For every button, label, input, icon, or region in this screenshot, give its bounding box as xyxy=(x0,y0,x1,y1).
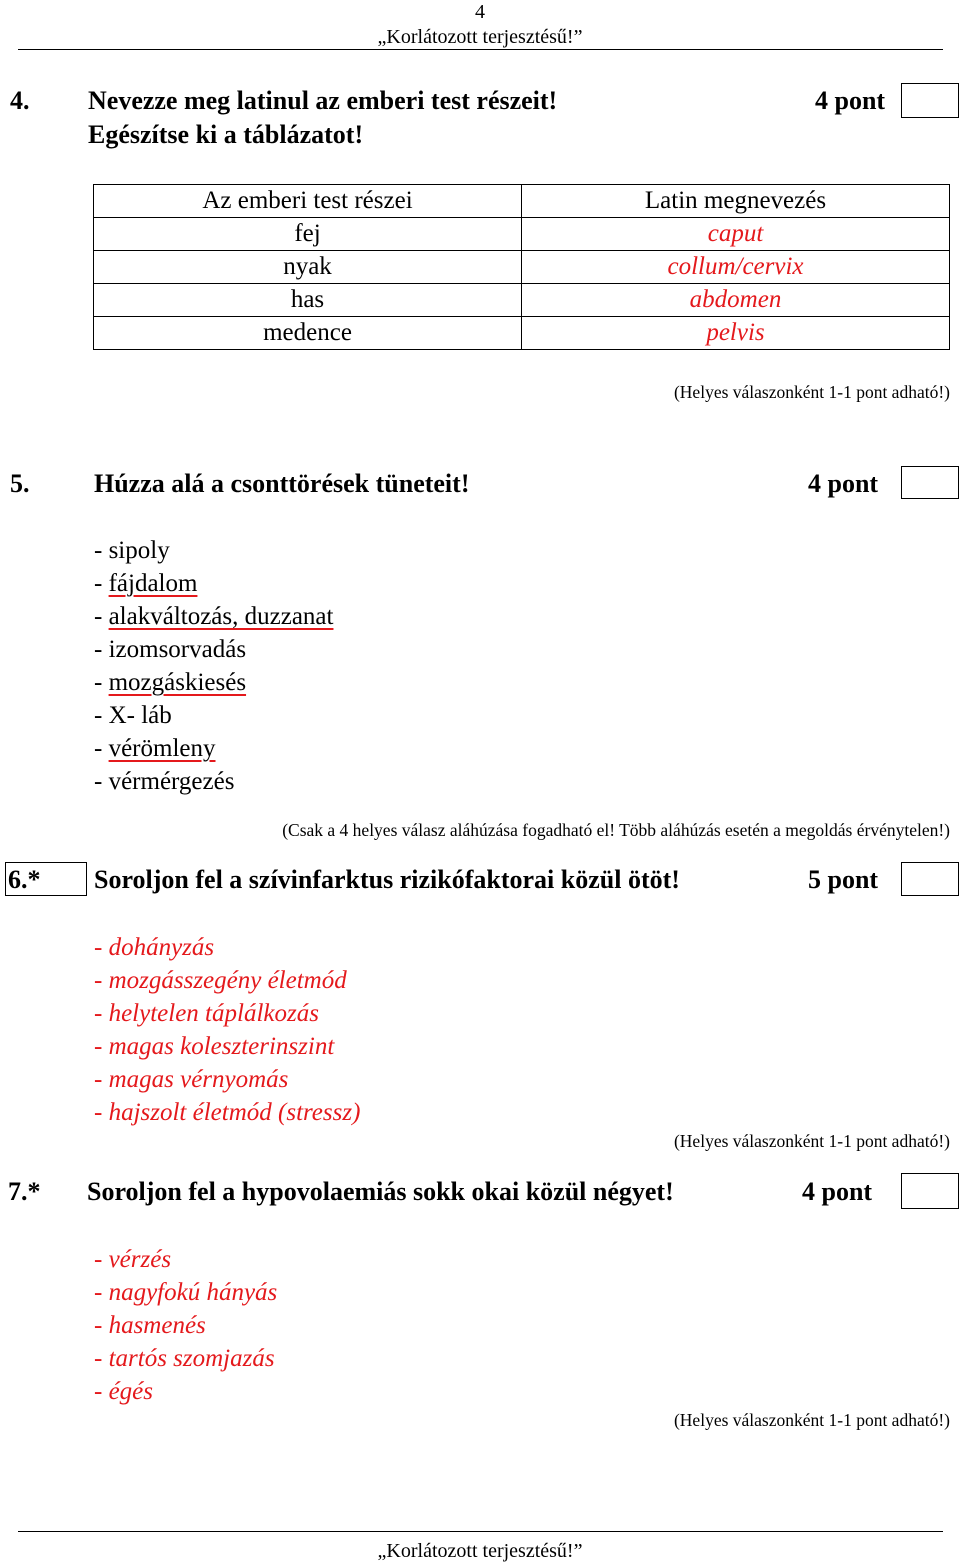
table-header-row xyxy=(94,185,950,218)
q5-score-box[interactable] xyxy=(901,466,959,499)
footer-divider xyxy=(18,1531,943,1532)
answer-line: - nagyfokú hányás xyxy=(94,1279,278,1306)
table-header-cell: Latin megnevezés xyxy=(522,185,950,218)
underlined-answer: mozgáskiesés xyxy=(108,669,247,696)
q5-points: 4 pont xyxy=(808,469,879,498)
q4-scoring-note: (Helyes válaszonként 1-1 pont adható!) xyxy=(673,382,950,402)
q6-title: Soroljon fel a szívinfarktus rizikófaktorai közül ötöt! xyxy=(94,865,680,894)
list-item[interactable]: - fájdalom xyxy=(94,570,198,597)
answer-line: - tartós szomjazás xyxy=(94,1345,275,1372)
q6-number: 6.* xyxy=(8,865,41,894)
table-cell-latin: abdomen xyxy=(522,284,950,317)
q5-scoring-note: (Csak a 4 helyes válasz aláhúzása fogadható el! Több aláhúzás esetén a megoldás érvénytelen!) xyxy=(282,820,950,840)
answer-line: - égés xyxy=(94,1378,153,1405)
item-text: sipoly xyxy=(108,537,170,564)
body-parts-table xyxy=(93,184,950,350)
q7-scoring-note: (Helyes válaszonként 1-1 pont adható!) xyxy=(673,1410,950,1430)
table-row xyxy=(94,284,950,317)
q7-points: 4 pont xyxy=(802,1177,873,1206)
table-row xyxy=(94,218,950,251)
q6-scoring-note: (Helyes válaszonként 1-1 pont adható!) xyxy=(673,1131,950,1151)
q7-score-box[interactable] xyxy=(901,1173,959,1209)
answer-line: - hasmenés xyxy=(94,1312,206,1339)
list-item[interactable]: - vérmérgezés xyxy=(94,768,235,795)
answer-line: - mozgásszegény életmód xyxy=(94,967,347,994)
header-divider xyxy=(18,49,943,50)
q7-number: 7.* xyxy=(8,1177,41,1206)
item-text: X- láb xyxy=(108,702,172,729)
list-item[interactable]: - vérömleny xyxy=(94,735,216,762)
item-text: vérmérgezés xyxy=(108,768,235,795)
item-text: izomsorvadás xyxy=(108,636,247,663)
table-cell-latin: caput xyxy=(522,218,950,251)
q4-number: 4. xyxy=(10,86,30,115)
restriction-footer: „Korlátozott terjesztésű!” xyxy=(377,1540,583,1562)
answer-line: - helytelen táplálkozás xyxy=(94,1000,319,1027)
table-row xyxy=(94,251,950,284)
list-item[interactable]: - mozgáskiesés xyxy=(94,669,247,696)
answer-line: - hajszolt életmód (stressz) xyxy=(94,1099,361,1126)
list-item[interactable]: - X- láb xyxy=(94,702,172,729)
q4-title: Nevezze meg latinul az emberi test részeit! xyxy=(88,86,558,115)
q4-subtitle: Egészítse ki a táblázatot! xyxy=(88,120,364,149)
page-number: 4 xyxy=(475,1,485,23)
table-cell-hungarian: fej xyxy=(94,218,522,251)
q4-points: 4 pont xyxy=(815,86,886,115)
q4-score-box[interactable] xyxy=(901,83,959,118)
list-item[interactable]: - alakváltozás, duzzanat xyxy=(94,603,334,630)
q6-score-box[interactable] xyxy=(901,862,959,896)
answer-line: - vérzés xyxy=(94,1246,172,1273)
table-cell-hungarian: medence xyxy=(94,317,522,350)
table-cell-latin: pelvis xyxy=(522,317,950,350)
restriction-header: „Korlátozott terjesztésű!” xyxy=(377,26,583,48)
table-header-cell: Az emberi test részei xyxy=(94,185,522,218)
q5-number: 5. xyxy=(10,469,30,498)
q5-title: Húzza alá a csonttörések tüneteit! xyxy=(94,469,470,498)
q6-points: 5 pont xyxy=(808,865,879,894)
q7-title: Soroljon fel a hypovolaemiás sokk okai közül négyet! xyxy=(87,1177,674,1206)
underlined-answer: fájdalom xyxy=(108,570,198,597)
answer-line: - magas koleszterinszint xyxy=(94,1033,335,1060)
answer-line: - dohányzás xyxy=(94,934,215,961)
answer-line: - magas vérnyomás xyxy=(94,1066,289,1093)
underlined-answer: alakváltozás, duzzanat xyxy=(108,603,334,630)
underlined-answer: vérömleny xyxy=(108,735,216,762)
list-item[interactable]: - izomsorvadás xyxy=(94,636,247,663)
table-cell-hungarian: nyak xyxy=(94,251,522,284)
list-item[interactable]: - sipoly xyxy=(94,537,170,564)
table-cell-hungarian: has xyxy=(94,284,522,317)
table-cell-latin: collum/cervix xyxy=(522,251,950,284)
table-row xyxy=(94,317,950,350)
